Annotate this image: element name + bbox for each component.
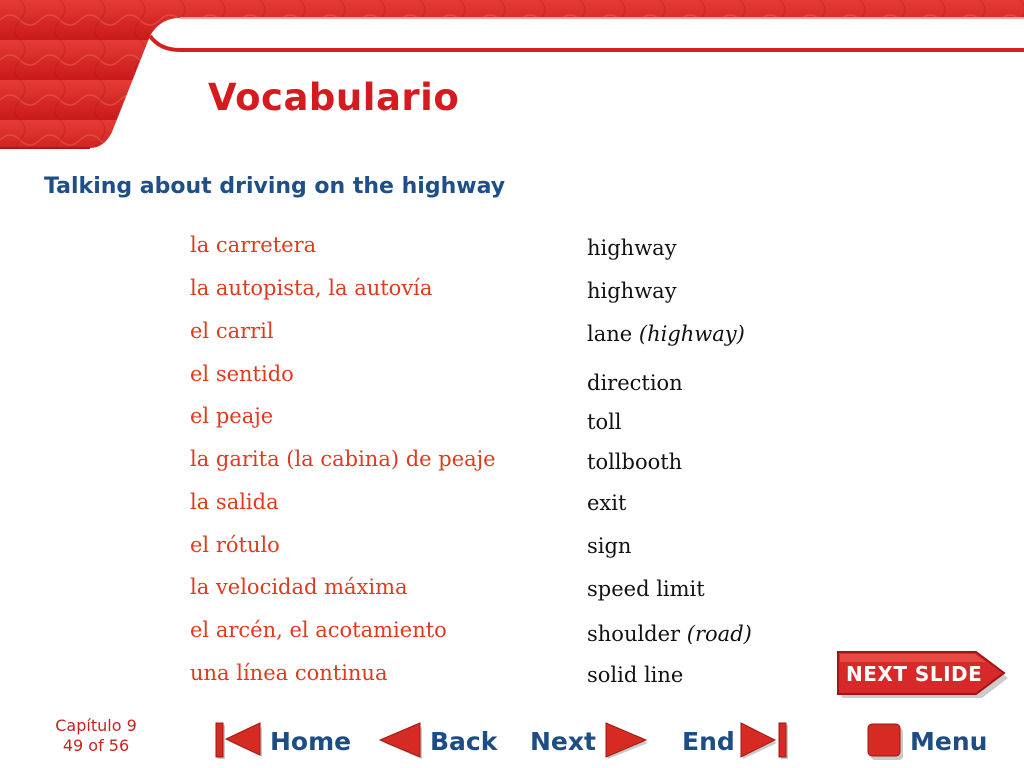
skip-to-end-arrow-icon [739, 719, 791, 763]
next-button[interactable] [530, 716, 650, 766]
chapter-label: Capítulo 9 [55, 716, 137, 735]
english-term: direction [587, 371, 683, 395]
right-arrow-icon [602, 719, 650, 763]
spanish-term: la autopista, la autovía [190, 276, 433, 300]
spanish-term: el carril [190, 319, 274, 343]
english-term: highway [587, 279, 677, 303]
red-square-icon [866, 719, 906, 763]
english-note: (road) [686, 622, 752, 646]
home-label: Home [270, 726, 352, 756]
left-arrow-icon [376, 719, 424, 763]
next-slide-label: NEXT SLIDE [846, 662, 983, 686]
spanish-term: el arcén, el acotamiento [190, 618, 447, 642]
english-term: shoulder (road) [587, 622, 752, 646]
page-indicator [40, 716, 152, 756]
menu-button[interactable] [866, 716, 987, 766]
home-button[interactable] [214, 716, 351, 766]
english-term: solid line [587, 663, 684, 687]
next-slide-button[interactable] [836, 650, 1012, 698]
spanish-term: el sentido [190, 362, 294, 386]
spanish-term: una línea continua [190, 661, 388, 685]
skip-to-start-arrow-icon [214, 719, 266, 763]
spanish-term: el peaje [190, 404, 274, 428]
english-term: exit [587, 491, 627, 515]
spanish-term: el rótulo [190, 533, 280, 557]
english-term: toll [587, 410, 622, 434]
english-term: tollbooth [587, 450, 683, 474]
back-label: Back [430, 726, 498, 756]
next-label: Next [530, 726, 596, 756]
page-title: Vocabulario [208, 76, 460, 119]
spanish-term: la salida [190, 490, 279, 514]
spanish-term: la carretera [190, 233, 317, 257]
spanish-term: la garita (la cabina) de peaje [190, 447, 496, 471]
spanish-term: la velocidad máxima [190, 575, 408, 599]
page-subtitle: Talking about driving on the highway [44, 174, 506, 199]
english-term: sign [587, 534, 632, 558]
page-count: 49 of 56 [62, 736, 130, 755]
end-label: End [682, 726, 735, 756]
menu-label: Menu [910, 726, 988, 756]
english-term: lane (highway) [587, 322, 745, 346]
end-button[interactable] [682, 716, 791, 766]
english-term: speed limit [587, 577, 705, 601]
english-note: (highway) [638, 322, 745, 346]
back-button[interactable] [376, 716, 497, 766]
english-term: highway [587, 236, 677, 260]
